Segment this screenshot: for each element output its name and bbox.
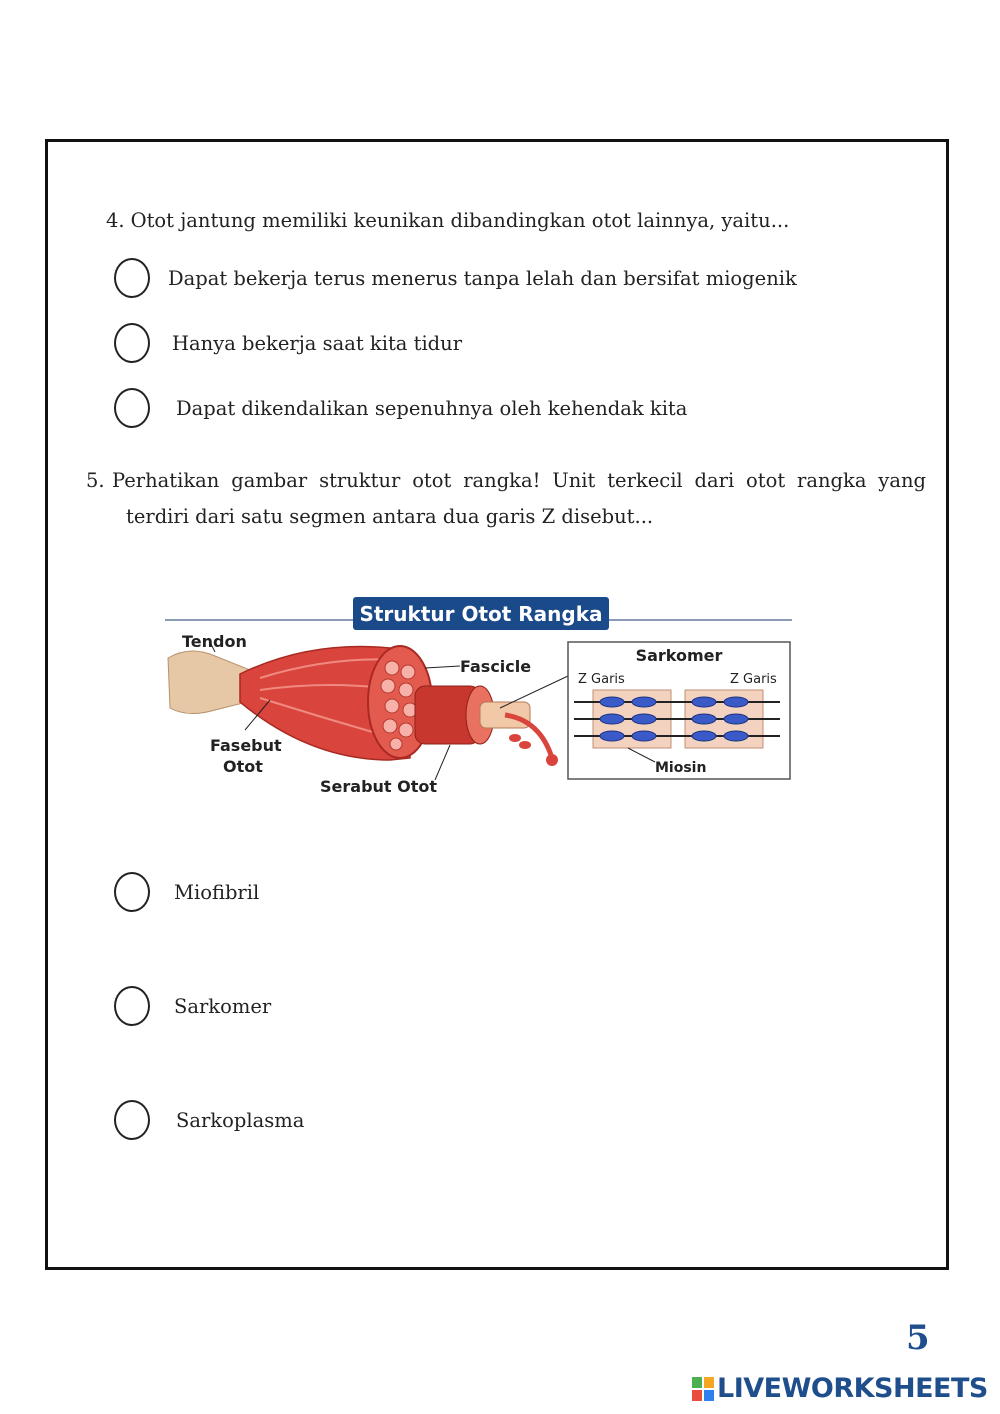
question-text: Perhatikan gambar struktur otot rangka! Unit terkecil dari otot rangka yang terdiri dari satu segmen antara dua garis Z disebut...	[112, 469, 926, 528]
label-z-garis-left: Z Garis	[578, 672, 625, 687]
option-q5-c[interactable]	[114, 1100, 304, 1140]
liveworksheets-logo[interactable]	[692, 1373, 988, 1404]
radio-button[interactable]	[114, 872, 150, 912]
label-fasebut: Fasebut	[210, 736, 282, 755]
label-miosin: Miosin	[655, 760, 707, 776]
myofibril-end	[546, 754, 558, 766]
question-number: 4.	[106, 209, 125, 232]
sarkomer-leader	[500, 676, 568, 708]
radio-button[interactable]	[114, 323, 150, 363]
myofibril-bead	[519, 741, 531, 749]
label-sarkomer: Sarkomer	[635, 646, 723, 665]
question-4	[106, 203, 906, 239]
option-q5-a[interactable]	[114, 872, 259, 912]
option-label: Sarkoplasma	[176, 1108, 305, 1132]
option-label: Dapat dikendalikan sepenuhnya oleh kehendak kita	[176, 396, 688, 420]
option-q4-b[interactable]	[114, 323, 462, 363]
radio-button[interactable]	[114, 258, 150, 298]
question-text: Otot jantung memiliki keunikan dibandingkan otot lainnya, yaitu...	[130, 209, 790, 232]
option-label: Miofibril	[174, 880, 260, 904]
option-label: Dapat bekerja terus menerus tanpa lelah dan bersifat miogenik	[168, 266, 797, 290]
label-tendon: Tendon	[182, 632, 247, 651]
option-label: Sarkomer	[174, 994, 272, 1018]
brand-name: LIVEWORKSHEETS	[717, 1373, 988, 1404]
option-q4-a[interactable]	[114, 258, 797, 298]
label-fascicle: Fascicle	[460, 657, 532, 676]
muscle-structure-diagram	[160, 590, 800, 810]
option-label: Hanya bekerja saat kita tidur	[172, 331, 463, 355]
label-otot: Otot	[223, 757, 263, 776]
liveworksheets-icon	[692, 1377, 714, 1401]
question-5: 5. Perhatikan gambar struktur otot rangka! Unit terkecil dari otot rangka yang terdiri dari satu segmen antara dua garis Z disebut...	[86, 469, 926, 528]
radio-button[interactable]	[114, 388, 150, 428]
option-q4-c[interactable]	[114, 388, 687, 428]
fascicle-leader	[425, 666, 460, 668]
radio-button[interactable]	[114, 986, 150, 1026]
serabut-leader	[435, 745, 450, 780]
label-serabut-otot: Serabut Otot	[320, 777, 438, 796]
option-q5-b[interactable]	[114, 986, 271, 1026]
diagram-title: Struktur Otot Rangka	[359, 602, 603, 626]
myofibril-bead	[509, 734, 521, 742]
radio-button[interactable]	[114, 1100, 150, 1140]
page-number: 5	[906, 1318, 930, 1358]
label-z-garis-right: Z Garis	[730, 672, 777, 687]
